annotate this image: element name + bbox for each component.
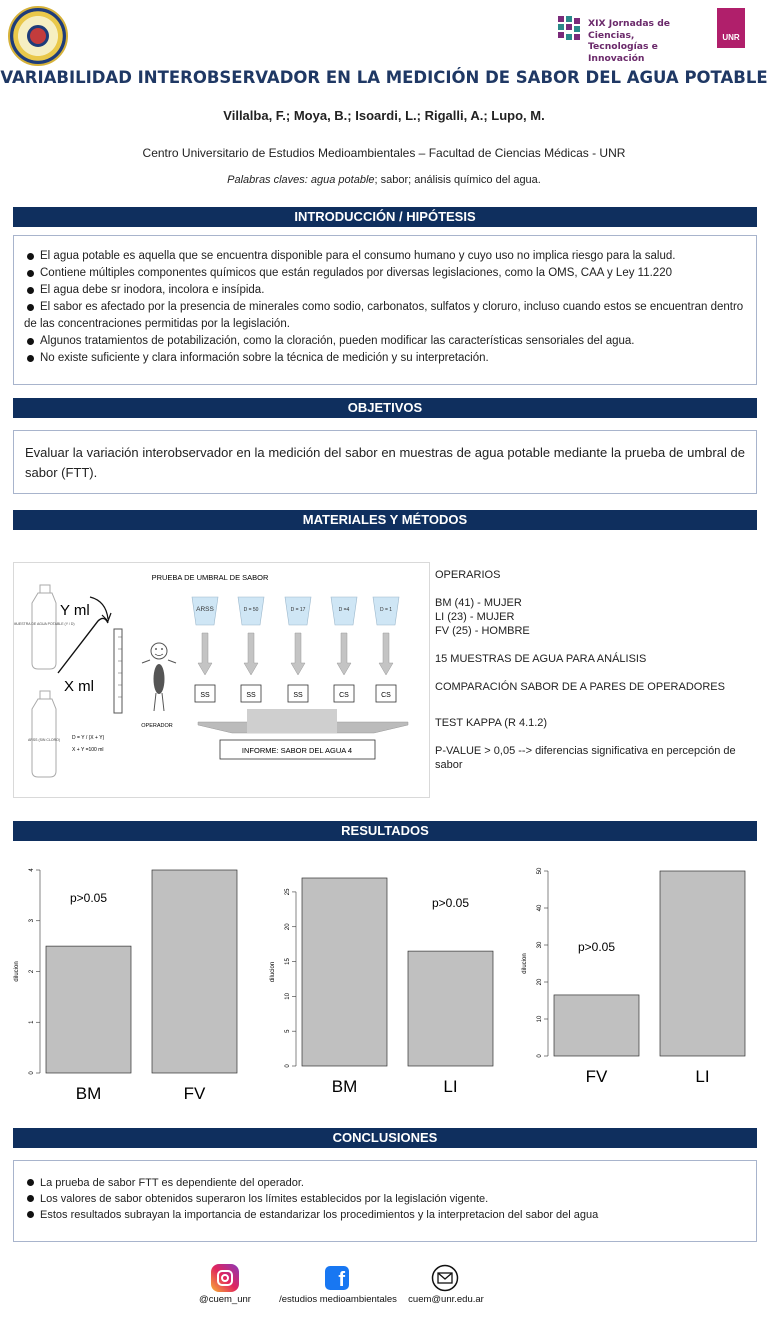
test-line: TEST KAPPA (R 4.1.2) bbox=[435, 717, 548, 729]
category-label: LI bbox=[695, 1067, 710, 1086]
p-value-annotation: p>0.05 bbox=[577, 939, 616, 954]
operator-line: FV (25) - HOMBRE bbox=[435, 625, 530, 637]
jornadas-line-1: XIX Jornadas de Ciencias, bbox=[588, 18, 671, 41]
section-objectives-header: OBJETIVOS bbox=[13, 398, 757, 418]
facebook-handle[interactable]: /estudios medioambientales bbox=[279, 1294, 397, 1305]
operator-line: BM (41) - MUJER bbox=[435, 597, 522, 609]
operator-label: OPERADOR bbox=[141, 723, 173, 729]
cups-group bbox=[192, 597, 399, 702]
result-label: SS bbox=[246, 692, 256, 699]
category-label: LI bbox=[443, 1077, 458, 1096]
arrow-x bbox=[58, 618, 108, 673]
jornadas-line-2: Tecnologías e Innovación bbox=[588, 41, 658, 64]
cup-label: D = 1 bbox=[379, 607, 393, 613]
comparison-line: COMPARACIÓN SABOR DE A PARES DE OPERADORES bbox=[435, 681, 725, 693]
jornadas-logo-mark bbox=[558, 16, 582, 42]
x-ml-label: X ml bbox=[64, 678, 94, 695]
y-tick-label: 40 bbox=[537, 904, 543, 912]
y-tick-label: 3 bbox=[29, 919, 35, 923]
unr-logo bbox=[717, 8, 745, 48]
operator-line: LI (23) - MUJER bbox=[435, 611, 515, 623]
samples-line: 15 MUESTRAS DE AGUA PARA ANÁLISIS bbox=[435, 653, 647, 665]
arss-bottle-label: ARSS (SIN CLORO) bbox=[27, 738, 61, 742]
category-label: BM bbox=[75, 1084, 102, 1103]
section-methods-header: MATERIALES Y MÉTODOS bbox=[13, 510, 757, 530]
cup-label: D = 50 bbox=[243, 607, 259, 613]
y-tick-label: 30 bbox=[537, 941, 543, 949]
bar bbox=[554, 995, 639, 1056]
keywords-rest: ; sabor; análisis químico del agua. bbox=[374, 174, 541, 186]
result-label: SS bbox=[293, 692, 303, 699]
intro-item: El agua potable es aquella que se encuentra disponible para el consumo humano y cuyo uso no implica riesgo para la salud. bbox=[24, 248, 746, 265]
down-arrow bbox=[198, 633, 212, 675]
intro-item: No existe suficiente y clara información sobre la técnica de medición y su interpretación. bbox=[24, 350, 746, 367]
y-tick-label: 10 bbox=[537, 1015, 543, 1023]
arrow-y bbox=[90, 597, 108, 619]
intro-item: Contiene múltiples componentes químicos que están regulados por diversas legislaciones, como la OMS, CAA y Ley 11.220 bbox=[24, 265, 746, 282]
result-label: SS bbox=[200, 692, 210, 699]
conclusion-item: Los valores de sabor obtenidos superaron los límites establecidos por la legislación vigente. bbox=[24, 1191, 746, 1207]
sample-bottle-label: MUESTRA DE AGUA POTABLE (Y / D) bbox=[14, 622, 75, 626]
chart-fv-li bbox=[512, 860, 762, 1105]
bar bbox=[408, 951, 493, 1066]
y-tick-label: 1 bbox=[29, 1020, 35, 1024]
y-axis-label: dilucion bbox=[14, 961, 20, 982]
merge-arrow-body bbox=[247, 709, 337, 733]
y-tick-label: 20 bbox=[285, 923, 291, 931]
p-value-annotation: p>0.05 bbox=[69, 891, 108, 906]
poster-title: VARIABILIDAD INTEROBSERVADOR EN LA MEDICIÓN DE SABOR DEL AGUA POTABLE bbox=[0, 68, 768, 87]
methods-diagram bbox=[14, 563, 431, 799]
email-address[interactable]: cuem@unr.edu.ar bbox=[408, 1294, 484, 1305]
operator-figure bbox=[142, 643, 176, 711]
intro-item: El agua debe sr inodora, incolora e insípida. bbox=[24, 282, 746, 299]
y-tick-label: 0 bbox=[537, 1054, 543, 1058]
cup-label: ARSS bbox=[196, 606, 214, 613]
down-arrow bbox=[291, 633, 305, 675]
intro-item: El sabor es afectado por la presencia de minerales como sodio, carbonatos, sulfatos y cloruro, incluso cuando estos se encuentran dentro de las concentraciones permitidas por la legislación. bbox=[24, 299, 746, 333]
y-ml-label: Y ml bbox=[60, 602, 90, 619]
section-conclusions-header: CONCLUSIONES bbox=[13, 1128, 757, 1148]
y-tick-label: 0 bbox=[29, 1071, 35, 1075]
y-tick-label: 4 bbox=[29, 868, 35, 872]
p-value-annotation: p>0.05 bbox=[431, 896, 470, 911]
authors: Villalba, F.; Moya, B.; Isoardi, L.; Rigalli, A.; Lupo, M. bbox=[223, 108, 545, 123]
keywords-label: Palabras claves: agua potable bbox=[227, 174, 375, 186]
conclusion-item: La prueba de sabor FTT es dependiente del operador. bbox=[24, 1175, 746, 1191]
y-axis-label: dilucion bbox=[270, 961, 276, 983]
operators-title: OPERARIOS bbox=[435, 569, 501, 581]
intro-box bbox=[13, 235, 757, 385]
objective-text: Evaluar la variación interobservador en la medición del sabor en muestras de agua potable mediante la prueba de umbral de sabor (FTT). bbox=[25, 445, 745, 480]
section-results-header: RESULTADOS bbox=[13, 821, 757, 841]
pvalue-line: P-VALUE > 0,05 --> diferencias significativa en percepción de sabor bbox=[435, 745, 736, 771]
y-tick-label: 10 bbox=[285, 993, 291, 1000]
bar bbox=[660, 871, 745, 1056]
formula-1: D = Y / (X + Y) bbox=[72, 735, 105, 741]
keywords bbox=[0, 174, 768, 186]
chart-bm-li bbox=[264, 860, 514, 1105]
report-label: INFORME: SABOR DEL AGUA 4 bbox=[241, 746, 353, 755]
down-arrow bbox=[379, 633, 393, 675]
category-label: BM bbox=[331, 1077, 358, 1096]
intro-item: Algunos tratamientos de potabilización, como la cloración, pueden modificar las características sensoriales del agua. bbox=[24, 333, 746, 350]
section-intro-header: INTRODUCCIÓN / HIPÓTESIS bbox=[13, 207, 757, 227]
methods-text bbox=[435, 566, 757, 772]
chart-bm-fv bbox=[8, 860, 258, 1105]
y-axis-label: dilucion bbox=[522, 953, 528, 974]
unr-label: UNR bbox=[722, 33, 740, 42]
objectives-box bbox=[13, 430, 757, 494]
figure-title: PRUEBA DE UMBRAL DE SABOR bbox=[151, 573, 269, 582]
category-label: FV bbox=[585, 1067, 608, 1086]
methods-figure bbox=[13, 562, 430, 798]
affiliation: Centro Universitario de Estudios Medioambientales – Facultad de Ciencias Médicas - UNR bbox=[142, 146, 626, 160]
jornadas-title bbox=[588, 18, 708, 64]
formula-2: X + Y =100 ml bbox=[72, 747, 104, 753]
bar bbox=[46, 946, 131, 1073]
y-tick-label: 20 bbox=[537, 978, 543, 986]
down-arrow bbox=[337, 633, 351, 675]
conclusions-box bbox=[13, 1160, 757, 1242]
cuem-logo bbox=[8, 6, 68, 66]
y-tick-label: 15 bbox=[285, 958, 291, 965]
y-tick-label: 0 bbox=[285, 1064, 291, 1068]
y-tick-label: 50 bbox=[537, 867, 543, 875]
instagram-icon[interactable] bbox=[211, 1264, 239, 1292]
y-tick-label: 2 bbox=[29, 969, 35, 974]
cup-label: D = 17 bbox=[290, 607, 306, 613]
email-icon[interactable] bbox=[431, 1264, 459, 1292]
instagram-handle[interactable]: @cuem_unr bbox=[199, 1294, 251, 1305]
bar bbox=[302, 878, 387, 1066]
facebook-icon[interactable]: f bbox=[325, 1266, 349, 1290]
arss-bottle bbox=[28, 691, 60, 777]
bar bbox=[152, 870, 237, 1073]
result-label: CS bbox=[381, 692, 391, 699]
category-label: FV bbox=[183, 1084, 206, 1103]
conclusion-item: Estos resultados subrayan la importancia de estandarizar los procedimientos y la interpretacion del sabor del agua bbox=[24, 1207, 746, 1223]
y-tick-label: 25 bbox=[285, 888, 291, 896]
sample-bottle bbox=[14, 585, 75, 669]
graduated-cylinder bbox=[114, 629, 122, 713]
result-label: CS bbox=[339, 692, 349, 699]
down-arrow bbox=[244, 633, 258, 675]
cup-label: D =4 bbox=[338, 607, 350, 613]
y-tick-label: 5 bbox=[285, 1029, 291, 1033]
